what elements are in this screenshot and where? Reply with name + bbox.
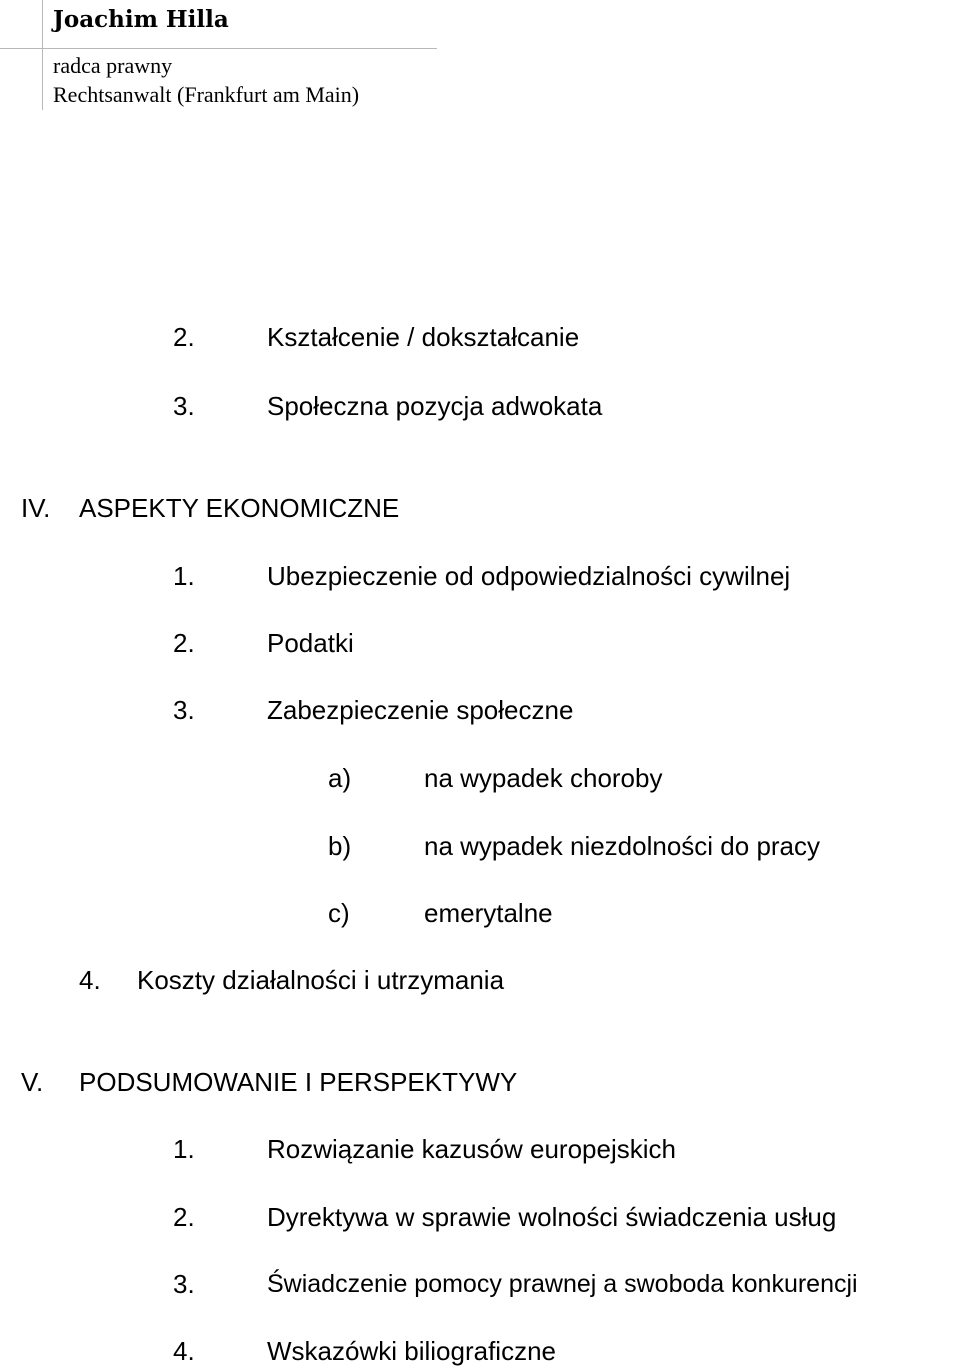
- lawyer-title-polish: radca prawny: [53, 53, 173, 78]
- outline-section-title: ASPEKTY EKONOMICZNE: [79, 493, 400, 523]
- outline-item-number: 4.: [173, 1336, 195, 1366]
- outline-item-text: Dyrektywa w sprawie wolności świadczenia usług: [267, 1202, 837, 1232]
- outline-section-title: PODSUMOWANIE I PERSPEKTYWY: [79, 1067, 518, 1097]
- outline-item-number: 3.: [173, 391, 195, 421]
- outline-item-text: Wskazówki biliograficzne: [267, 1336, 556, 1366]
- lawyer-title-german: Rechtsanwalt (Frankfurt am Main): [53, 82, 360, 107]
- lawyer-name: Joachim Hilla: [53, 6, 229, 33]
- outline-section-number: V.: [21, 1067, 44, 1097]
- outline-item-number: 1.: [173, 1134, 195, 1164]
- outline-item-number: 2.: [173, 628, 195, 658]
- outline-item-text: Rozwiązanie kazusów europejskich: [267, 1134, 676, 1164]
- outline-item-number: 3.: [173, 695, 195, 725]
- outline-item-text: emerytalne: [424, 898, 553, 928]
- outline-item-letter: b): [328, 831, 352, 861]
- outline-item-number: 2.: [173, 1202, 195, 1232]
- letterhead-vertical-rule: [42, 0, 43, 110]
- outline-item-number: 2.: [173, 322, 195, 352]
- outline-item-text: Społeczna pozycja adwokata: [267, 391, 603, 421]
- outline-item-letter: c): [328, 898, 350, 928]
- outline-item-text: na wypadek niezdolności do pracy: [424, 831, 821, 861]
- outline-item-text: Podatki: [267, 628, 354, 658]
- outline-item-text: na wypadek choroby: [424, 763, 663, 793]
- outline-item-number: 4.: [79, 965, 101, 995]
- outline-section-number: IV.: [21, 493, 51, 523]
- outline-item-number: 1.: [173, 561, 195, 591]
- outline-item-text: Świadczenie pomocy prawnej a swoboda konkurencji: [267, 1270, 858, 1298]
- outline-item-text: Ubezpieczenie od odpowiedzialności cywilnej: [267, 561, 791, 591]
- outline-item-text: Zabezpieczenie społeczne: [267, 695, 574, 725]
- outline-item-number: 3.: [173, 1269, 195, 1299]
- outline-item-text: Koszty działalności i utrzymania: [137, 965, 505, 995]
- outline-item-text: Kształcenie / dokształcanie: [267, 322, 580, 352]
- letterhead: [0, 0, 440, 112]
- letterhead-horizontal-rule: [0, 48, 437, 49]
- outline-item-letter: a): [328, 763, 352, 793]
